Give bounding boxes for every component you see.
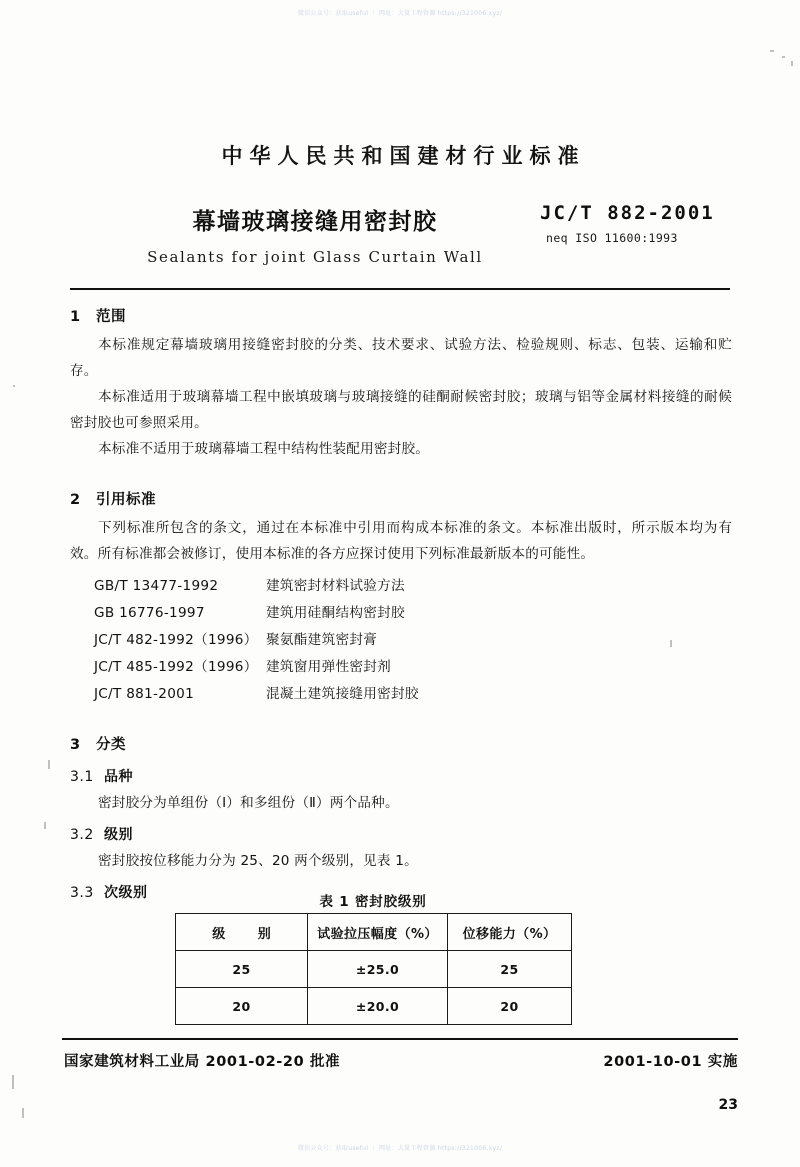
table-header-row: [176, 914, 572, 951]
reference-code: JC/T 482-1992（1996）: [94, 632, 258, 648]
grade-table: [175, 913, 572, 1025]
reference-code: JC/T 881-2001: [94, 686, 195, 702]
column-header-test-amplitude: 试验拉压幅度（%）: [308, 914, 448, 951]
section-references: [70, 488, 732, 708]
subsection-title: 级别: [104, 827, 133, 843]
scan-speckle: [13, 385, 15, 387]
subsection-number: 3.1: [70, 769, 94, 785]
section-scope: [70, 305, 732, 462]
referenced-standards-list: [70, 573, 732, 708]
section-number: 2: [70, 492, 81, 508]
scan-speckle: [782, 56, 785, 58]
footer-divider: [62, 1038, 738, 1040]
subsection-number: 3.2: [70, 827, 94, 843]
cell-grade: 25: [176, 951, 308, 988]
subsection-title: 品种: [104, 769, 133, 785]
page-number: 23: [718, 1097, 738, 1113]
standard-number: JC/T 882-2001: [540, 202, 715, 224]
scan-speckle: [22, 1108, 24, 1118]
document-body: [70, 305, 732, 902]
standard-equivalence: neq ISO 11600:1993: [546, 231, 678, 245]
cell-test-amplitude: ±25.0: [308, 951, 448, 988]
cell-grade: 20: [176, 988, 308, 1025]
list-item: [70, 573, 732, 600]
footer-implementation: 2001-10-01 实施: [603, 1054, 738, 1070]
reference-code: JC/T 485-1992（1996）: [94, 659, 258, 675]
cell-movement-capability: 20: [448, 988, 572, 1025]
section-classification: [70, 733, 732, 902]
subsection-number: 3.3: [70, 885, 94, 901]
list-item: [70, 654, 732, 681]
list-item: [70, 681, 732, 708]
reference-code: GB 16776-1997: [94, 605, 205, 621]
section-heading-scope: [70, 305, 732, 326]
table-row: [176, 988, 572, 1025]
reference-title: 建筑窗用弹性密封剂: [266, 659, 392, 675]
cell-movement-capability: 25: [448, 951, 572, 988]
section-title: 引用标准: [96, 492, 156, 508]
section-heading-classification: [70, 733, 732, 754]
reference-title: 建筑用硅酮结构密封胶: [266, 605, 405, 621]
scan-speckle: [770, 50, 774, 52]
paragraph: 本标准适用于玻璃幕墙工程中嵌填玻璃与玻璃接缝的硅酮耐候密封胶；玻璃与铝等金属材料接缝的耐候密封胶也可参照采用。: [70, 389, 732, 431]
reference-title: 混凝土建筑接缝用密封胶: [266, 686, 419, 702]
scan-speckle: [12, 1075, 14, 1089]
document-title-chinese: 幕墙玻璃接缝用密封胶: [192, 209, 438, 235]
section-heading-references: [70, 488, 732, 509]
column-header-movement-capability: 位移能力（%）: [448, 914, 572, 951]
subsection-heading-variety: [70, 766, 732, 786]
footer-approval: 国家建筑材料工业局 2001-02-20 批准: [64, 1054, 341, 1070]
reference-title: 建筑密封材料试验方法: [266, 578, 405, 594]
watermark-top: 微信公众号：获取useful ｜ 网址：大量工程资源 https://321006.xyz/: [297, 10, 503, 17]
header-divider: [70, 288, 730, 290]
list-item: [70, 627, 732, 654]
reference-title: 聚氨酯建筑密封膏: [266, 632, 378, 648]
scan-speckle: [44, 822, 46, 829]
list-item: [70, 600, 732, 627]
issuing-authority-line: 中华人民共和国建材行业标准: [221, 144, 586, 168]
subsection-heading-grade: [70, 824, 732, 844]
watermark-bottom: 微信公众号：获取useful ｜ 网址：大量工程资源 https://321006.xyz/: [297, 1145, 503, 1152]
column-header-grade-label: 级 别: [212, 926, 285, 942]
paragraph: 本标准不适用于玻璃幕墙工程中结构性装配用密封胶。: [98, 441, 430, 457]
paragraph: 密封胶按位移能力分为 25、20 两个级别，见表 1。: [98, 853, 418, 869]
document-title-english: Sealants for joint Glass Curtain Wall: [147, 248, 483, 266]
cell-test-amplitude: ±20.0: [308, 988, 448, 1025]
paragraph: 本标准规定幕墙玻璃用接缝密封胶的分类、技术要求、试验方法、检验规则、标志、包装、运输和贮存。: [70, 337, 732, 379]
reference-code: GB/T 13477-1992: [94, 578, 219, 594]
scan-speckle: [48, 760, 50, 769]
paragraph: 下列标准所包含的条文，通过在本标准中引用而构成本标准的条文。本标准出版时，所示版本均为有效。所有标准都会被修订，使用本标准的各方应探讨使用下列标准最新版本的可能性。: [70, 520, 732, 562]
table-caption: 表 1 密封胶级别: [319, 894, 427, 910]
scan-speckle: [791, 61, 793, 66]
section-number: 3: [70, 737, 81, 753]
section-number: 1: [70, 309, 81, 325]
section-title: 分类: [96, 737, 126, 753]
column-header-grade: [176, 914, 308, 951]
table-row: [176, 951, 572, 988]
paragraph: 密封胶分为单组份（Ⅰ）和多组份（Ⅱ）两个品种。: [98, 795, 399, 811]
section-title: 范围: [96, 309, 126, 325]
subsection-title: 次级别: [104, 885, 148, 901]
